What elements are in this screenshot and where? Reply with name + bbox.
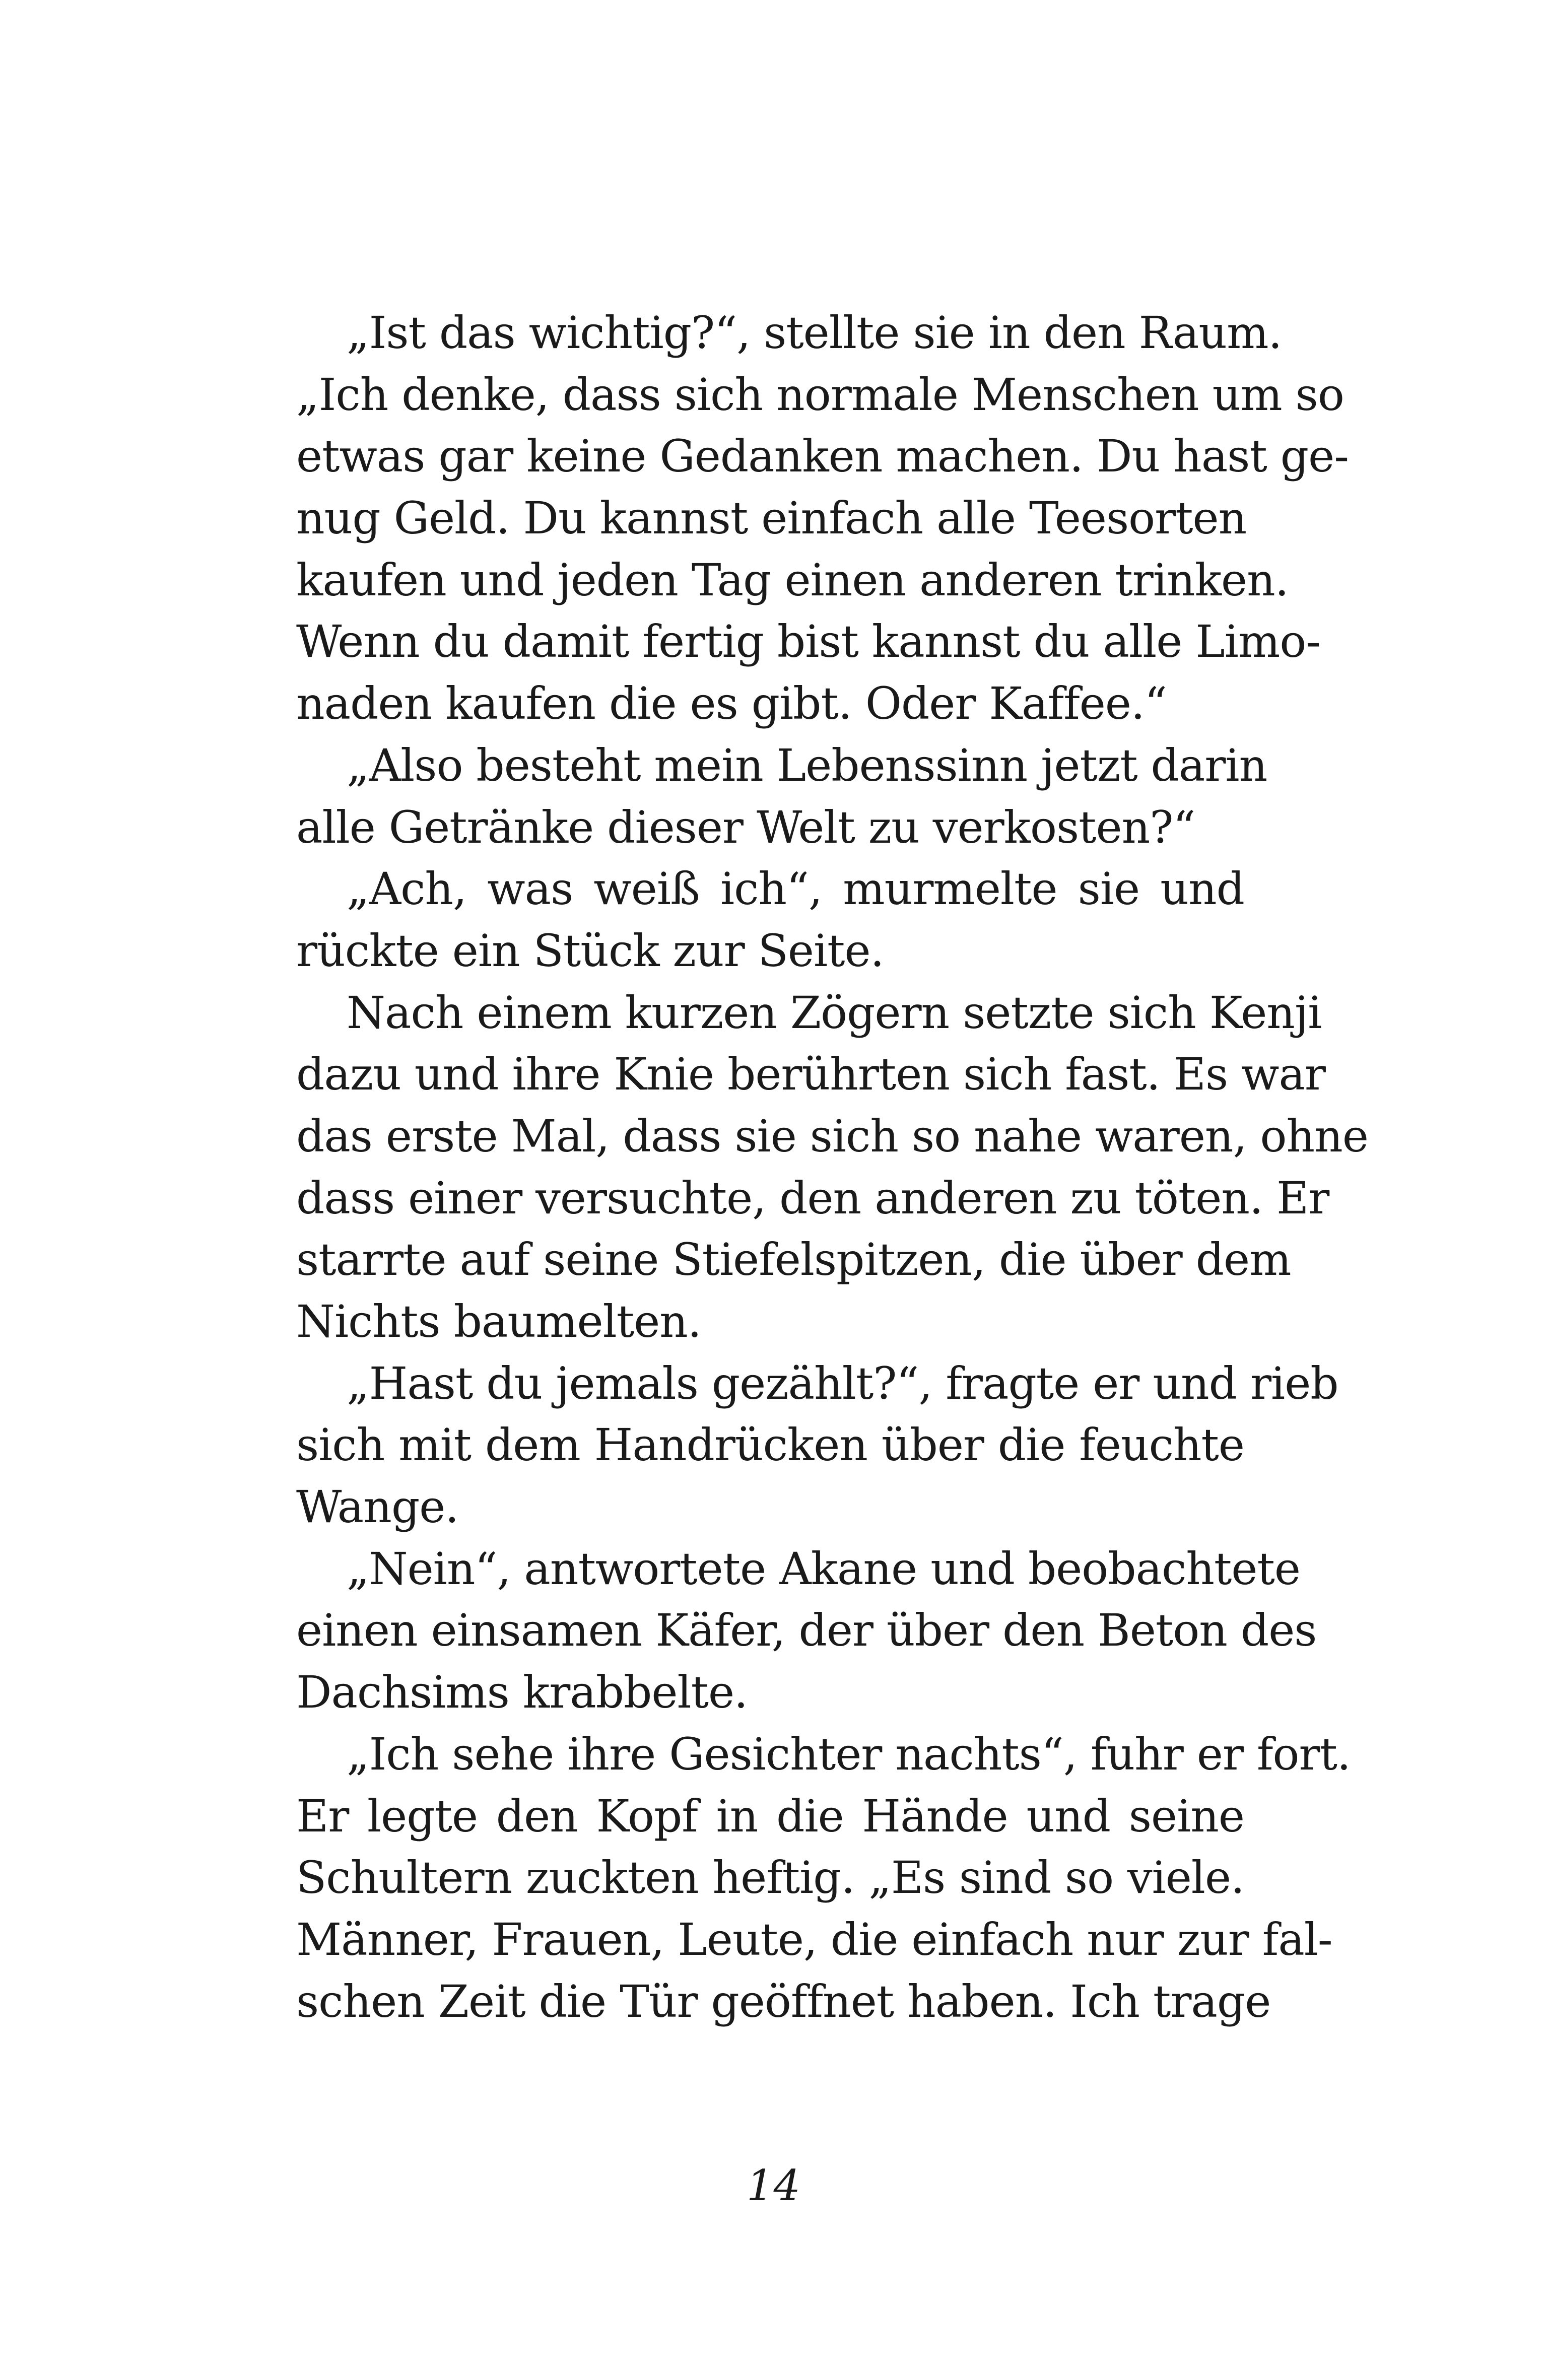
text-line: Er legte den Kopf in die Hände und seine bbox=[296, 1790, 1244, 1842]
text-line: nug Geld. Du kannst einfach alle Teesorten bbox=[296, 492, 1247, 545]
text-line: dazu und ihre Knie berührten sich fast. Es war bbox=[296, 1048, 1325, 1101]
text-line: „Also besteht mein Lebenssinn jetzt darin bbox=[347, 739, 1267, 791]
text-line: einen einsamen Käfer, der über den Beton des bbox=[296, 1604, 1317, 1657]
text-line: Wenn du damit fertig bist kannst du alle Limo- bbox=[296, 616, 1321, 668]
text-line: „Nein“, antwortete Akane und beobachtete bbox=[347, 1542, 1300, 1595]
text-line: etwas gar keine Gedanken machen. Du hast ge- bbox=[296, 430, 1349, 483]
text-line: kaufen und jeden Tag einen anderen trinken. bbox=[296, 554, 1289, 606]
text-line: sich mit dem Handrücken über die feuchte bbox=[296, 1419, 1244, 1471]
text-line: Wange. bbox=[296, 1481, 459, 1533]
text-line: „Ich denke, dass sich normale Menschen um so bbox=[296, 368, 1344, 421]
text-line: dass einer versuchte, den anderen zu töten. Er bbox=[296, 1172, 1329, 1224]
text-line: schen Zeit die Tür geöffnet haben. Ich trage bbox=[296, 1975, 1271, 2027]
text-line: Nach einem kurzen Zögern setzte sich Kenji bbox=[347, 986, 1322, 1039]
text-line: „Ich sehe ihre Gesichter nachts“, fuhr er fort. bbox=[347, 1728, 1351, 1780]
text-line: starrte auf seine Stiefelspitzen, die über dem bbox=[296, 1234, 1291, 1286]
text-line: naden kaufen die es gibt. Oder Kaffee.“ bbox=[296, 677, 1167, 730]
body-text bbox=[296, 302, 1368, 2032]
text-line: Nichts baumelten. bbox=[296, 1296, 701, 1347]
text-line: „Hast du jemals gezählt?“, fragte er und rieb bbox=[347, 1357, 1338, 1409]
text-line: „Ach, was weiß ich“, murmelte sie und bbox=[347, 863, 1244, 915]
text-line: alle Getränke dieser Welt zu verkosten?“ bbox=[296, 801, 1195, 853]
text-line: Männer, Frauen, Leute, die einfach nur zur fal- bbox=[296, 1913, 1332, 1965]
text-line: rückte ein Stück zur Seite. bbox=[296, 924, 884, 977]
text-line: „Ist das wichtig?“, stellte sie in den Raum. bbox=[347, 307, 1282, 359]
text-line: Schultern zuckten heftig. „Es sind so viele. bbox=[296, 1852, 1244, 1904]
text-line: das erste Mal, dass sie sich so nahe waren, ohne bbox=[296, 1110, 1368, 1162]
text-line: Dachsims krabbelte. bbox=[296, 1666, 748, 1719]
page-number: 14 bbox=[747, 2161, 800, 2210]
